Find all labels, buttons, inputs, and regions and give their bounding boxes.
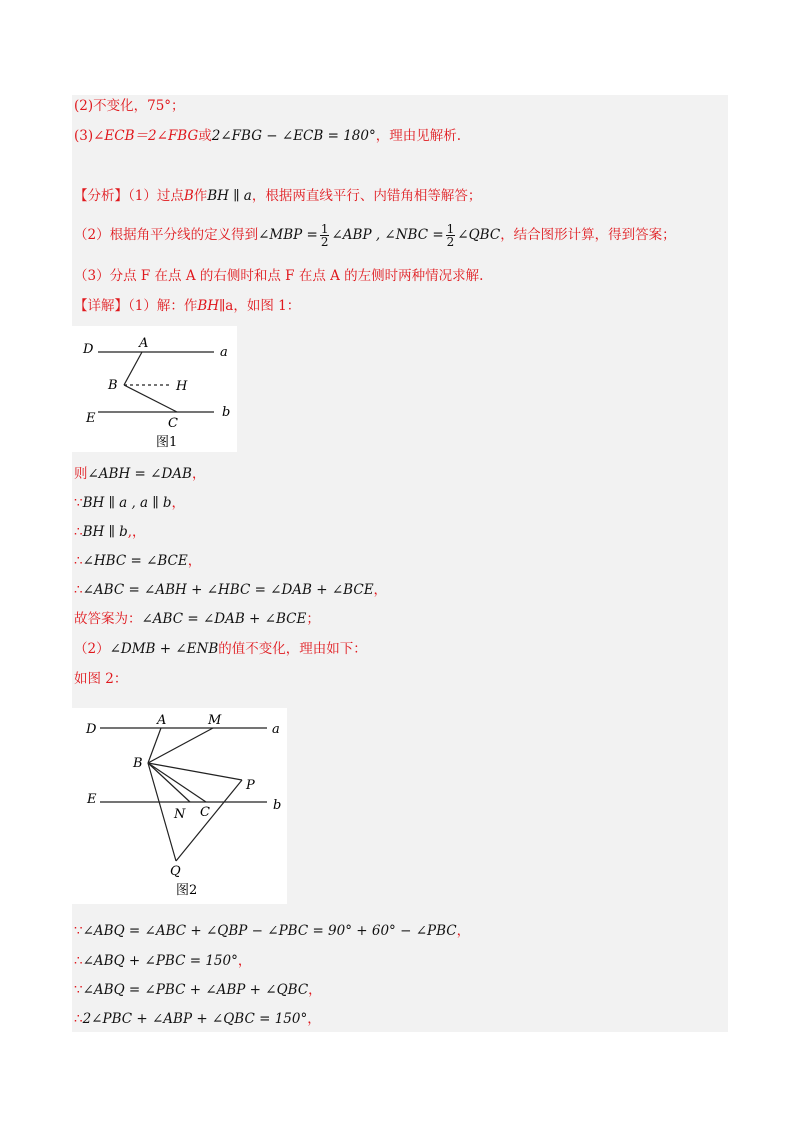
figure-2-caption: 图2 xyxy=(176,883,198,898)
label-D: D xyxy=(86,722,97,737)
label-N: N xyxy=(174,807,186,822)
segment-bp xyxy=(148,763,242,780)
answer-2: (2)不变化，75°； xyxy=(74,98,185,114)
label-E: E xyxy=(87,792,97,807)
label-b: b xyxy=(273,798,282,813)
step2-1: ∵∠ABQ = ∠ABC + ∠QBP − ∠PBC = 90° + 60° − ∠PBC， xyxy=(74,923,471,939)
label-A: A xyxy=(157,713,167,728)
segment-bc xyxy=(124,385,177,412)
label-C: C xyxy=(168,416,178,431)
step1-5: ∴∠ABC = ∠ABH + ∠HBC = ∠DAB + ∠BCE， xyxy=(74,582,388,598)
label-b: b xyxy=(222,405,231,420)
segment-pq xyxy=(176,780,242,861)
analysis-line-1: 【分析】（1）过点B作BH ∥ a，根据两直线平行、内错角相等解答； xyxy=(74,188,482,204)
label-E: E xyxy=(86,411,96,426)
label-a: a xyxy=(272,722,280,737)
label-H: H xyxy=(176,379,188,394)
label-P: P xyxy=(246,778,255,793)
label-M: M xyxy=(208,713,222,728)
step2-3: ∵∠ABQ = ∠PBC + ∠ABP + ∠QBC， xyxy=(74,982,322,998)
label-B: B xyxy=(108,378,118,393)
part2-intro: （2）∠DMB + ∠ENB的值不变化，理由如下： xyxy=(74,641,367,657)
figure-1-caption: 图1 xyxy=(156,435,178,450)
fraction-half-1: $\frac{1}{2}$ xyxy=(320,222,329,249)
figure-2-ref: 如图 2： xyxy=(74,671,128,687)
label-D: D xyxy=(83,342,94,357)
figure-1 xyxy=(72,326,237,452)
detail-intro: 【详解】（1）解：作BH∥a，如图 1： xyxy=(74,298,301,314)
analysis-tag: 【分析】 xyxy=(74,188,128,204)
step1-4: ∴∠HBC = ∠BCE， xyxy=(74,553,202,569)
conclusion-1: 故答案为：∠ABC = ∠DAB + ∠BCE； xyxy=(74,611,320,627)
segment-ab xyxy=(124,352,142,385)
analysis-line-3: （3）分点 F 在点 A 的右侧时和点 F 在点 A 的左侧时两种情况求解. xyxy=(74,268,484,284)
segment-bm xyxy=(148,728,213,763)
step1-1: 则∠ABH = ∠DAB， xyxy=(74,466,206,482)
segment-bq xyxy=(148,763,176,861)
step1-2: ∵BH ∥ a , a ∥ b， xyxy=(74,495,186,511)
label-Q: Q xyxy=(170,864,181,879)
segment-ba xyxy=(148,728,161,763)
analysis-line-2: （2）根据角平分线的定义得到∠MBP = $\frac{1}{2}$ ∠ABP , ∠NBC = $\frac{1}{2}$ ∠QBC，结合图形计算，得到答案； xyxy=(74,222,676,249)
answer-3: (3)∠ECB＝2∠FBG或2∠FBG − ∠ECB = 180°，理由见解析. xyxy=(74,128,462,144)
label-A: A xyxy=(139,336,149,351)
fraction-half-2: $\frac{1}{2}$ xyxy=(446,222,455,249)
figure-2 xyxy=(72,708,287,904)
label-a: a xyxy=(220,345,228,360)
step2-2: ∴∠ABQ + ∠PBC = 150°， xyxy=(74,953,252,969)
label-B: B xyxy=(133,756,143,771)
label-C: C xyxy=(200,805,210,820)
step1-3: ∴BH ∥ b,， xyxy=(74,524,146,540)
step2-4: ∴2∠PBC + ∠ABP + ∠QBC = 150°， xyxy=(74,1011,321,1027)
detail-tag: 【详解】 xyxy=(74,298,128,314)
